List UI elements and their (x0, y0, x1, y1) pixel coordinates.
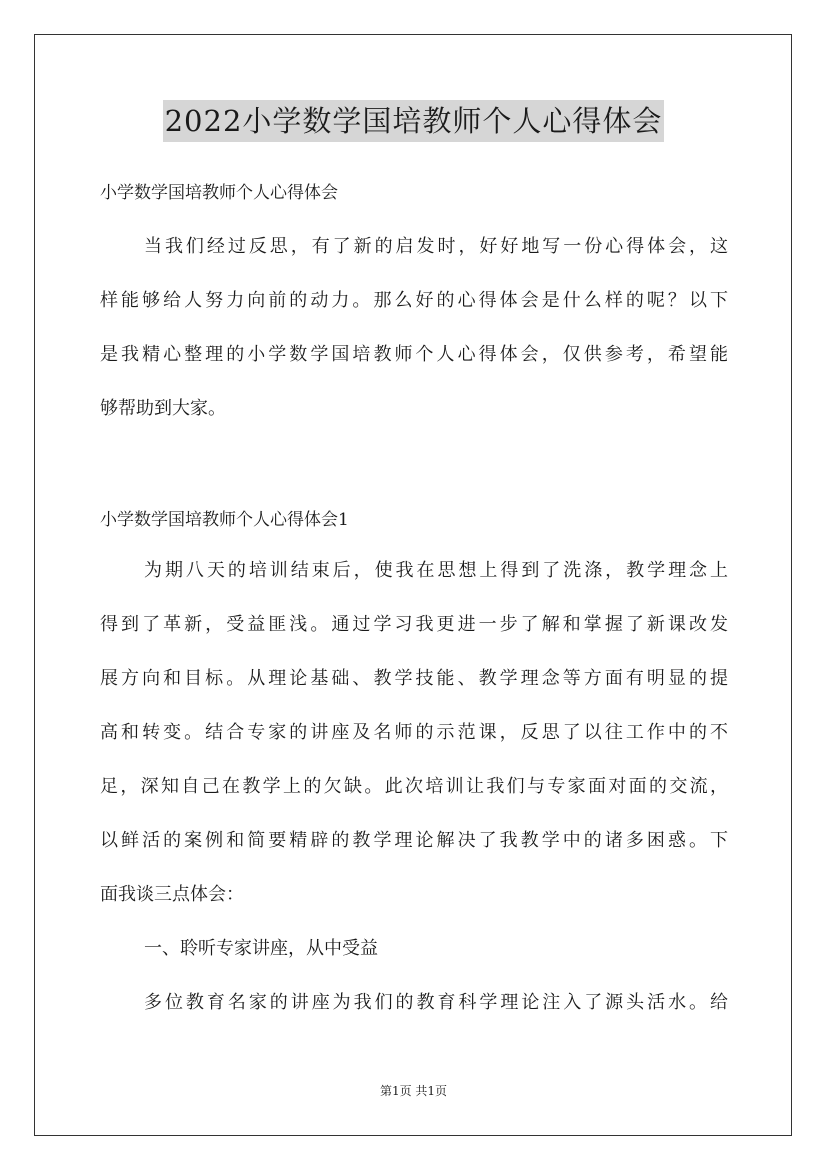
section-1-heading: 小学数学国培教师个人心得体会1 (100, 510, 349, 530)
section-1-paragraph (100, 544, 728, 922)
point-1-heading: 一、聆听专家讲座，从中受益 (144, 938, 378, 959)
point-1-heading-block (100, 922, 728, 976)
intro-paragraph (100, 220, 728, 436)
paragraph-line: 多位教育名家的讲座为我们的教育科学理论注入了源头活水。给 (144, 992, 728, 1013)
paragraph-line: 足，深知自己在教学上的欠缺。此次培训让我们与专家面对面的交流， (100, 776, 728, 797)
paragraph-line: 面我谈三点体会： (100, 884, 244, 905)
paragraph-line: 够帮助到大家。 (100, 398, 226, 419)
page-number: 第1页 共1页 (379, 1084, 448, 1098)
paragraph-line: 展方向和目标。从理论基础、教学技能、教学理念等方面有明显的提 (100, 668, 728, 689)
document-title: 2022小学数学国培教师个人心得体会 (163, 100, 665, 142)
title-container (0, 100, 827, 142)
paragraph-line: 得到了革新，受益匪浅。通过学习我更进一步了解和掌握了新课改发 (100, 614, 728, 635)
paragraph-line: 以鲜活的案例和简要精辟的教学理论解决了我教学中的诸多困惑。下 (100, 830, 728, 851)
paragraph-line: 是我精心整理的小学数学国培教师个人心得体会，仅供参考，希望能 (100, 344, 728, 365)
paragraph-line: 样能够给人努力向前的动力。那么好的心得体会是什么样的呢？以下 (100, 290, 728, 311)
paragraph-line: 为期八天的培训结束后，使我在思想上得到了洗涤，教学理念上 (144, 560, 728, 581)
intro-heading: 小学数学国培教师个人心得体会 (100, 183, 338, 203)
paragraph-line: 高和转变。结合专家的讲座及名师的示范课，反思了以往工作中的不 (100, 722, 728, 743)
point-1-paragraph (100, 976, 728, 1030)
paragraph-line: 当我们经过反思，有了新的启发时，好好地写一份心得体会，这 (144, 236, 728, 257)
